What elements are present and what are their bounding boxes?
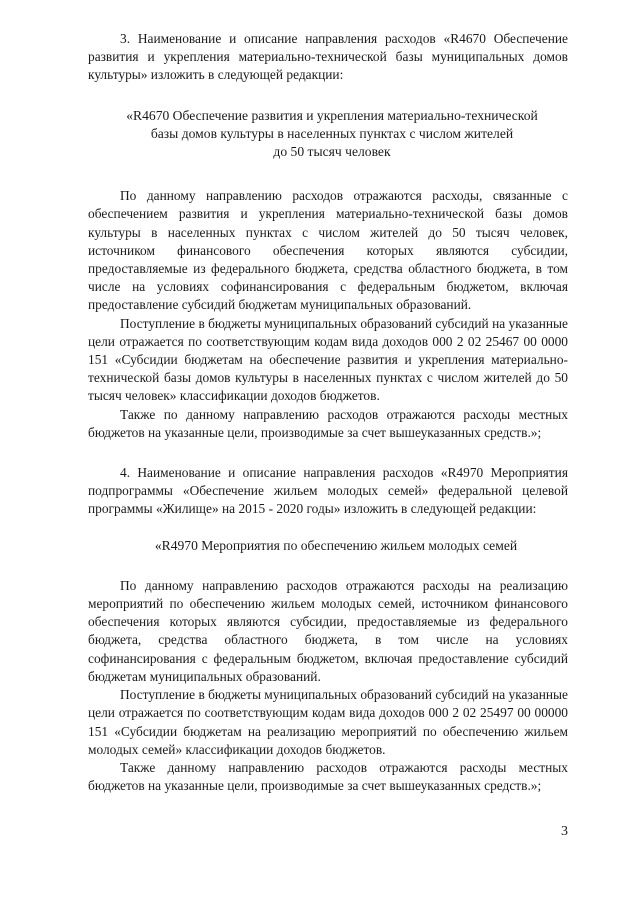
section-3-heading-line: «R4670 Обеспечение развития и укрепления материально-технической <box>126 107 538 123</box>
document-body <box>88 30 568 795</box>
section-3-paragraph: Поступление в бюджеты муниципальных образований субсидий на указанные цели отражается по соответствующим кодам вида доходов 000 2 02 25467 00 0000 151 «Субсидии бюджетам на обеспечение развития и укрепления материально-технической базы домов культуры в населенных пунктах с числом жителей до 50 тысяч человек» классификации доходов бюджетов. <box>88 315 568 404</box>
section-4-paragraph: Поступление в бюджеты муниципальных образований субсидий на указанные цели отражается по соответствующим кодам вида доходов 000 2 02 25497 00 00000 151 «Субсидии бюджетам на реализацию мероприятий по обеспечению жильем молодых семей» классификации доходов бюджетов. <box>88 687 568 757</box>
section-3-intro: 3. Наименование и описание направления расходов «R4670 Обеспечение развития и укрепления материально-технической базы муниципальных домов культуры» изложить в следующей редакции: <box>88 31 568 83</box>
section-4-paragraph: Также данному направлению расходов отражаются расходы местных бюджетов на указанные цели, производимые за счет вышеуказанных средств.»; <box>88 759 568 794</box>
section-3-paragraph: Также по данному направлению расходов отражаются расходы местных бюджетов на указанные цели, производимые за счет вышеуказанных средств.»; <box>88 406 568 440</box>
section-3-heading <box>88 107 568 162</box>
section-3-heading-line: до 50 тысяч человек <box>273 144 391 160</box>
section-4-paragraph: По данному направлению расходов отражаются расходы на реализацию мероприятий по обеспечению жильем молодых семей, источником финансового обеспечения которых являются субсидии, предоставляемые из федерального бюджета, средства областного бюджета, в том числе на условиях софинансирования с федеральным бюджетом, включая предоставление субсидий бюджетам муниципальных образований. <box>88 577 568 684</box>
page-number: 3 <box>561 824 568 839</box>
section-4-heading: «R4970 Мероприятия по обеспечению жильем молодых семей <box>154 537 518 553</box>
section-3-paragraph: По данному направлению расходов отражаются расходы, связанные с обеспечением развития и укрепления материально-технической базы домов культуры в населенных пунктах с числом жителей до 50 тысяч человек, источником финансового обеспечения которых являются субсидии, предоставляемые из федерального бюджета, средства областного бюджета, в том числе на условиях софинансирования с федеральным бюджетом, включая предоставление субсидий бюджетам муниципальных образований. <box>88 188 568 313</box>
section-4-intro: 4. Наименование и описание направления расходов «R4970 Мероприятия подпрограммы «Обеспечение жильем молодых семей» федеральной целевой программы «Жилище» на 2015 - 2020 годы» изложить в следующей редакции: <box>88 465 568 517</box>
section-3-heading-line: базы домов культуры в населенных пунктах с числом жителей <box>150 125 514 141</box>
